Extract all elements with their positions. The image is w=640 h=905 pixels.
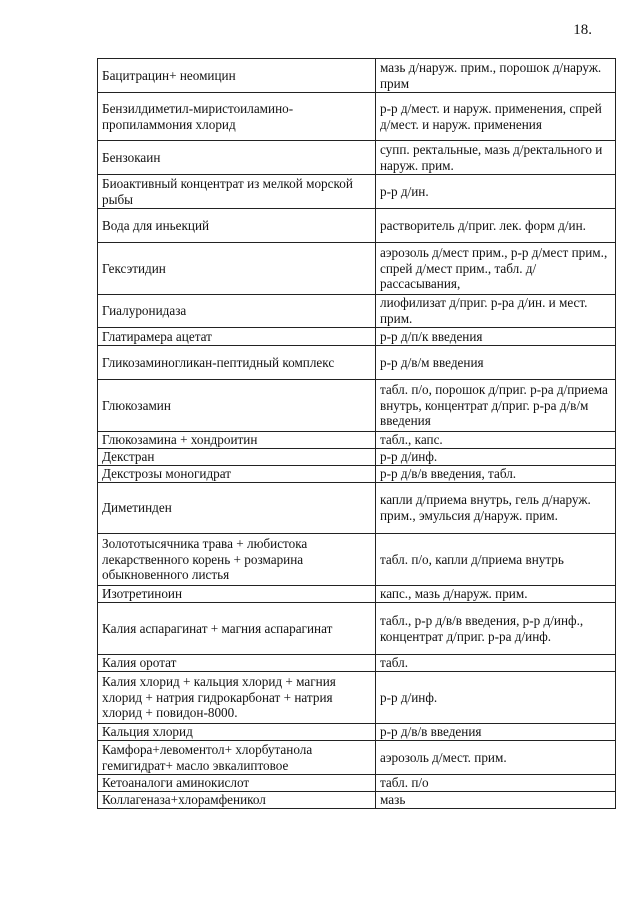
drug-name-cell: Калия оротат [98,655,376,672]
table-row [98,775,616,792]
dosage-form-cell: растворитель д/приг. лек. форм д/ин. [376,209,616,243]
table-row [98,175,616,209]
drug-name-cell: Гликозаминогликан-пептидный комплекс [98,346,376,380]
table-row [98,346,616,380]
drug-name-cell: Глатирамера ацетат [98,328,376,346]
drug-name-cell: Изотретиноин [98,586,376,603]
table-row [98,483,616,534]
dosage-form-cell: р-р д/в/в введения [376,724,616,741]
dosage-form-cell: р-р д/ин. [376,175,616,209]
table-row [98,243,616,295]
table-row [98,741,616,775]
drug-name-cell: Декстрозы моногидрат [98,466,376,483]
drug-name-cell: Коллагеназа+хлорамфеникол [98,792,376,809]
drug-name-cell: Бензокаин [98,141,376,175]
drug-name-cell: Золототысячника трава + любистока лекарственного корень + розмарина обыкновенного листья [98,534,376,586]
dosage-form-cell: аэрозоль д/мест прим., р-р д/мест прим., спрей д/мест прим., табл. д/рассасывания, [376,243,616,295]
dosage-form-cell: лиофилизат д/приг. р-ра д/ин. и мест. прим. [376,295,616,328]
drug-name-cell: Гиалуронидаза [98,295,376,328]
table-row [98,432,616,449]
table-row [98,141,616,175]
drug-table [97,58,616,809]
dosage-form-cell: мазь [376,792,616,809]
drug-name-cell: Бацитрацин+ неомицин [98,59,376,93]
dosage-form-cell: р-р д/инф. [376,449,616,466]
drug-name-cell: Глюкозамина + хондроитин [98,432,376,449]
dosage-form-cell: табл. п/о [376,775,616,792]
drug-name-cell: Бензилдиметил-миристоиламино-пропиламмония хлорид [98,93,376,141]
dosage-form-cell: р-р д/инф. [376,672,616,724]
table-row [98,209,616,243]
dosage-form-cell: табл., капс. [376,432,616,449]
table-row [98,655,616,672]
drug-name-cell: Глюкозамин [98,380,376,432]
dosage-form-cell: табл., р-р д/в/в введения, р-р д/инф., концентрат д/приг. р-ра д/инф. [376,603,616,655]
table-row [98,586,616,603]
dosage-form-cell: табл. п/о, порошок д/приг. р-ра д/приема внутрь, концентрат д/приг. р-ра д/в/м введения [376,380,616,432]
table-row [98,449,616,466]
drug-name-cell: Калия аспарагинат + магния аспарагинат [98,603,376,655]
dosage-form-cell: табл. [376,655,616,672]
table-row [98,672,616,724]
drug-name-cell: Кальция хлорид [98,724,376,741]
table-row [98,93,616,141]
table-row [98,380,616,432]
dosage-form-cell: р-р д/п/к введения [376,328,616,346]
drug-name-cell: Гексэтидин [98,243,376,295]
drug-name-cell: Кетоаналоги аминокислот [98,775,376,792]
drug-name-cell: Биоактивный концентрат из мелкой морской рыбы [98,175,376,209]
table-row [98,328,616,346]
dosage-form-cell: мазь д/наруж. прим., порошок д/наруж. прим [376,59,616,93]
dosage-form-cell: капс., мазь д/наруж. прим. [376,586,616,603]
dosage-form-cell: р-р д/мест. и наруж. применения, спрей д/мест. и наруж. применения [376,93,616,141]
page-number: 18. [573,22,592,38]
dosage-form-cell: супп. ректальные, мазь д/ректального и наруж. прим. [376,141,616,175]
table-row [98,792,616,809]
table-row [98,534,616,586]
drug-name-cell: Вода для иньекций [98,209,376,243]
dosage-form-cell: табл. п/о, капли д/приема внутрь [376,534,616,586]
table-row [98,295,616,328]
dosage-form-cell: аэрозоль д/мест. прим. [376,741,616,775]
dosage-form-cell: р-р д/в/м введения [376,346,616,380]
table-row [98,724,616,741]
table-row [98,466,616,483]
drug-name-cell: Декстран [98,449,376,466]
dosage-form-cell: капли д/приема внутрь, гель д/наруж. прим., эмульсия д/наруж. прим. [376,483,616,534]
table-row [98,59,616,93]
drug-name-cell: Камфора+левоментол+ хлорбутанола гемигидрат+ масло эвкалиптовое [98,741,376,775]
table-row [98,603,616,655]
drug-name-cell: Калия хлорид + кальция хлорид + магния хлорид + натрия гидрокарбонат + натрия хлорид + повидон-8000. [98,672,376,724]
dosage-form-cell: р-р д/в/в введения, табл. [376,466,616,483]
drug-name-cell: Диметинден [98,483,376,534]
